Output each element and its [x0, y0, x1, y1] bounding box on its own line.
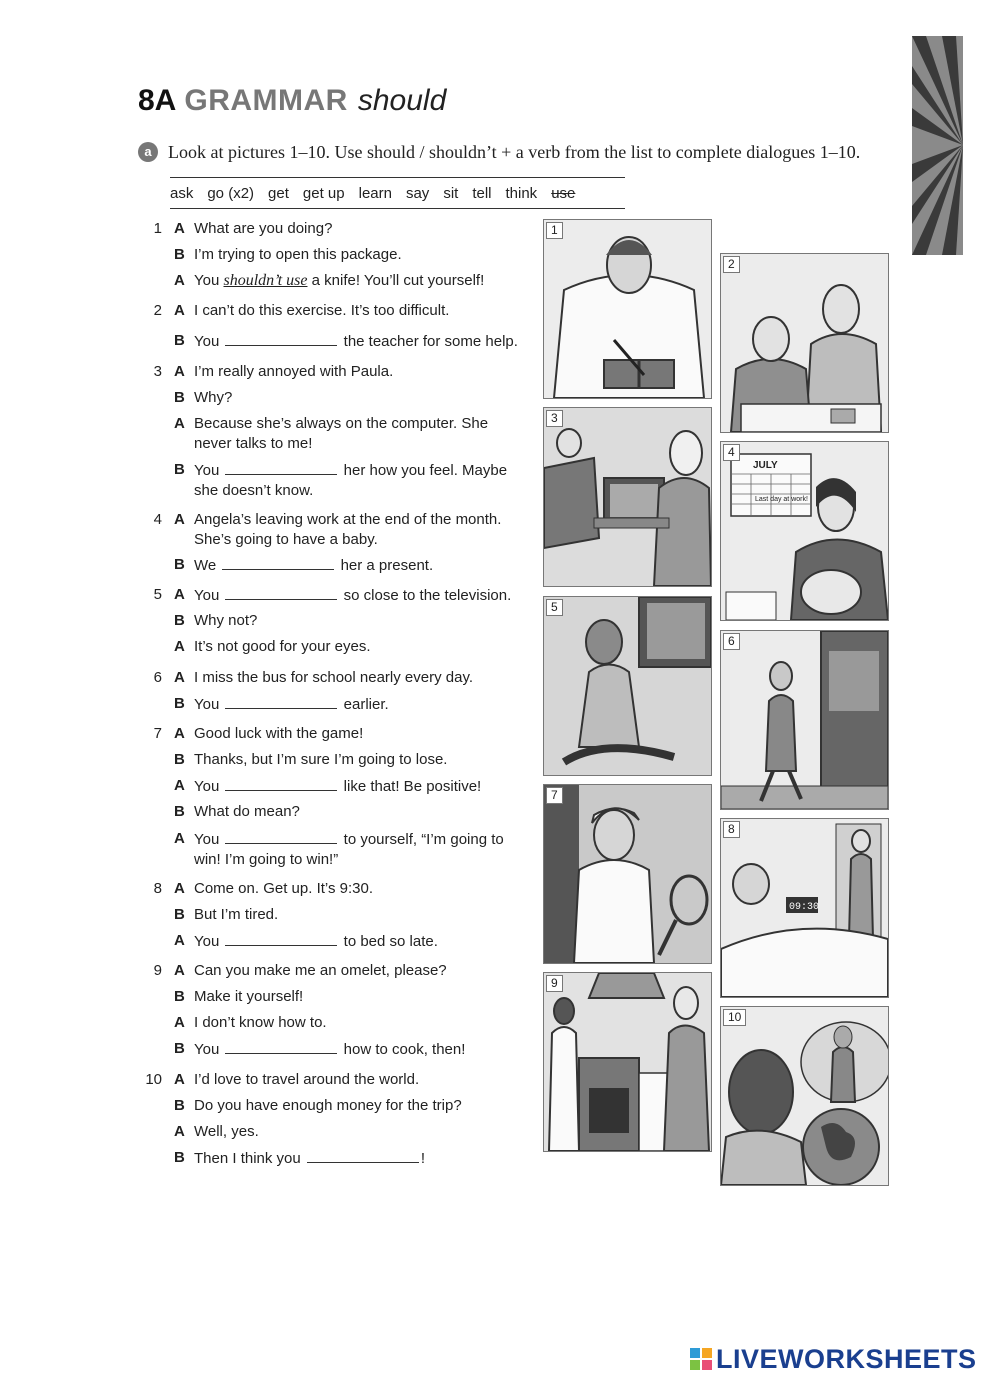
speaker: B [174, 1149, 185, 1166]
boy-homework-illustration [721, 254, 888, 432]
line-text-before: You [194, 333, 220, 350]
word-tell: tell [472, 184, 492, 202]
calendar-month: JULY [753, 460, 778, 471]
answer-blank-9[interactable] [225, 1039, 337, 1054]
speaker: A [174, 830, 185, 847]
speaker: B [174, 556, 185, 573]
speaker: B [174, 461, 185, 478]
word-get: get [268, 184, 289, 202]
answer-blank-8[interactable] [225, 931, 337, 946]
line-text-after: how to cook, then! [343, 1041, 466, 1058]
boy-in-bed-illustration [721, 819, 888, 997]
instruction-text: Look at pictures 1–10. Use should / shouldn’t + a verb from the list to complete dialogues 1–10. [168, 142, 861, 162]
speaker: A [174, 777, 185, 794]
line-text: Can you make me an omelet, please? [194, 962, 447, 979]
picture-number: 2 [723, 256, 740, 273]
dialogue-3-line-1 [138, 362, 524, 382]
dialogue-9-line-1 [138, 961, 524, 981]
dialogue-5-line-1 [138, 585, 524, 606]
calendar-note: Last day at work! [755, 496, 808, 503]
speaker: B [174, 988, 185, 1005]
speaker: A [174, 415, 185, 432]
dialogue-6-line-1 [138, 668, 524, 688]
line-text-after: the teacher for some help. [343, 333, 518, 350]
line-text-after: her a present. [340, 557, 434, 574]
dialogue-number: 9 [153, 962, 162, 979]
picture-1 [543, 219, 712, 399]
line-text-after: her how you feel. Maybe she doesn’t know. [194, 462, 508, 499]
dialogue-number: 5 [153, 586, 162, 603]
speaker: A [174, 962, 185, 979]
picture-number: 5 [546, 599, 563, 616]
picture-6 [720, 630, 889, 810]
line-text: It’s not good for your eyes. [194, 638, 371, 655]
line-text-before: You [194, 587, 220, 604]
word-use-crossed: use [551, 184, 576, 202]
word-learn: learn [358, 184, 392, 202]
line-text: I miss the bus for school nearly every day. [194, 669, 474, 686]
dialogue-number: 6 [153, 669, 162, 686]
dialogue-8-line-2 [138, 905, 524, 925]
speaker: B [174, 906, 185, 923]
exercise-badge: a [138, 142, 158, 162]
dialogue-2-line-1 [138, 301, 524, 321]
picture-4 [720, 441, 889, 621]
speaker: A [174, 638, 185, 655]
word-go: go (x2) [207, 184, 255, 202]
speaker: A [174, 932, 185, 949]
pregnant-woman-calendar-illustration [721, 442, 888, 620]
speaker: A [174, 511, 185, 528]
logo-text: LIVEWORKSHEETS [716, 1343, 977, 1374]
word-get-up: get up [302, 184, 345, 202]
page-title [138, 84, 446, 120]
example-answer: shouldn’t use [223, 272, 308, 289]
line-text: But I’m tired. [194, 906, 279, 923]
line-text: Do you have enough money for the trip? [194, 1097, 462, 1114]
dialogue-3-line-4 [138, 460, 524, 501]
dialogue-9-line-3 [138, 1013, 524, 1033]
dialogue-number: 2 [153, 302, 162, 319]
line-text: Well, yes. [194, 1123, 259, 1140]
speaker: A [174, 1123, 185, 1140]
line-text: Why? [194, 389, 233, 406]
line-text-before: You [194, 462, 220, 479]
grammar-topic: should [357, 84, 447, 117]
unit-code: 8A [138, 84, 177, 117]
sunburst-decoration-icon [912, 36, 963, 255]
speaker: B [174, 246, 185, 263]
line-text: I’d love to travel around the world. [194, 1071, 420, 1088]
answer-blank-2[interactable] [225, 331, 337, 346]
line-text: Because she’s always on the computer. She never talks to me! [194, 415, 489, 452]
picture-number: 3 [546, 410, 563, 427]
dialogue-number: 1 [153, 220, 162, 237]
line-text-before: You [194, 778, 220, 795]
word-ask: ask [170, 184, 194, 202]
line-text-before: We [194, 557, 217, 574]
line-text: Make it yourself! [194, 988, 304, 1005]
line-text: I can’t do this exercise. It’s too difficult. [194, 302, 450, 319]
picture-number: 8 [723, 821, 740, 838]
dialogue-2-line-2 [138, 331, 524, 352]
line-text-after: so close to the television. [343, 587, 512, 604]
line-text: I don’t know how to. [194, 1014, 327, 1031]
kitchen-cooking-illustration [544, 973, 711, 1151]
line-text: What are you doing? [194, 220, 333, 237]
speaker: B [174, 803, 185, 820]
word-say: say [405, 184, 430, 202]
speaker: B [174, 1097, 185, 1114]
dialogue-3-line-3 [138, 414, 524, 454]
dialogue-3-line-2 [138, 388, 524, 408]
picture-number: 1 [546, 222, 563, 239]
dialogue-number: 7 [153, 725, 162, 742]
line-text-after: to bed so late. [343, 933, 438, 950]
picture-number: 4 [723, 444, 740, 461]
picture-10 [720, 1006, 889, 1186]
line-text: What do mean? [194, 803, 300, 820]
dialogue-5-line-2 [138, 611, 524, 631]
line-text-before: Then I think you [194, 1150, 301, 1167]
liveworksheets-logo-icon [690, 1348, 712, 1370]
picture-7 [543, 784, 712, 964]
speaker: B [174, 389, 185, 406]
picture-2 [720, 253, 889, 433]
picture-9 [543, 972, 712, 1152]
speaker: B [174, 1040, 185, 1057]
girl-missing-bus-illustration [721, 631, 888, 809]
dialogue-number: 10 [145, 1071, 162, 1088]
dialogue-number: 3 [153, 363, 162, 380]
word-list-box [170, 177, 625, 209]
line-text-after: earlier. [343, 696, 389, 713]
dialogue-1-line-1 [138, 219, 524, 239]
dialogue-7-line-4 [138, 802, 524, 822]
line-text-before: You [194, 696, 220, 713]
dialogue-number: 8 [153, 880, 162, 897]
line-text-before: You [194, 831, 220, 848]
speaker: B [174, 612, 185, 629]
speaker: A [174, 1071, 185, 1088]
line-text-after: to yourself, “I’m going to win! I’m going to win!” [194, 831, 504, 868]
exercise-instruction [138, 142, 898, 163]
line-text-after: like that! Be positive! [343, 778, 482, 795]
dialogue-9-line-2 [138, 987, 524, 1007]
picture-3 [543, 407, 712, 587]
picture-5 [543, 596, 712, 776]
tennis-player-illustration [544, 785, 711, 963]
line-text-after: ! [420, 1150, 426, 1167]
line-text-before: You [194, 1041, 220, 1058]
speaker: A [174, 669, 185, 686]
line-text: Angela’s leaving work at the end of the month. She’s going to have a baby. [194, 511, 502, 548]
dialogue-10-line-4 [138, 1148, 524, 1169]
line-text: Why not? [194, 612, 258, 629]
speaker: A [174, 1014, 185, 1031]
speaker: A [174, 302, 185, 319]
section-word: GRAMMAR [184, 84, 348, 117]
speaker: A [174, 880, 185, 897]
picture-number: 9 [546, 975, 563, 992]
answer-blank-7a[interactable] [225, 776, 337, 791]
picture-8 [720, 818, 889, 998]
line-text: Good luck with the game! [194, 725, 364, 742]
alarm-clock-time: 09:30 [789, 902, 820, 913]
dialogue-10-line-3 [138, 1122, 524, 1142]
liveworksheets-logo[interactable] [690, 1344, 977, 1374]
line-text: I’m really annoyed with Paula. [194, 363, 394, 380]
dialogue-7-line-1 [138, 724, 524, 744]
speaker: B [174, 332, 185, 349]
speaker: A [174, 586, 185, 603]
dialogue-1-line-3 [138, 271, 524, 291]
answer-blank-10[interactable] [307, 1148, 419, 1163]
picture-number: 6 [723, 633, 740, 650]
boy-dreaming-travel-illustration [721, 1007, 888, 1185]
speaker: B [174, 751, 185, 768]
girl-near-television-illustration [544, 597, 711, 775]
dialogue-number: 4 [153, 511, 162, 528]
dialogue-7-line-2 [138, 750, 524, 770]
line-text: Thanks, but I’m sure I’m going to lose. [194, 751, 448, 768]
answer-blank-6[interactable] [225, 694, 337, 709]
speaker: A [174, 272, 185, 289]
line-text: I’m trying to open this package. [194, 246, 402, 263]
speaker: A [174, 220, 185, 237]
answer-blank-4[interactable] [222, 555, 334, 570]
dialogue-4-line-2 [138, 555, 524, 576]
answer-blank-5[interactable] [225, 585, 337, 600]
answer-blank-7b[interactable] [225, 829, 337, 844]
dialogue-10-line-2 [138, 1096, 524, 1116]
picture-number: 7 [546, 787, 563, 804]
dialogue-10-line-1 [138, 1070, 524, 1090]
dialogue-4-line-1 [138, 510, 524, 550]
line-text-before: You [194, 272, 220, 289]
girl-on-computer-illustration [544, 408, 711, 586]
dialogue-9-line-4 [138, 1039, 524, 1060]
dialogue-7-line-5 [138, 829, 524, 870]
dialogue-5-line-3 [138, 637, 524, 657]
dialogue-8-line-1 [138, 879, 524, 899]
word-sit: sit [443, 184, 459, 202]
dialogue-7-line-3 [138, 776, 524, 797]
line-text-after: a knife! You’ll cut yourself! [311, 272, 485, 289]
line-text-before: You [194, 933, 220, 950]
dialogue-6-line-2 [138, 694, 524, 715]
answer-blank-3[interactable] [225, 460, 337, 475]
speaker: A [174, 725, 185, 742]
speaker: A [174, 363, 185, 380]
speaker: B [174, 695, 185, 712]
dialogue-8-line-3 [138, 931, 524, 952]
line-text: Come on. Get up. It’s 9:30. [194, 880, 373, 897]
word-think: think [505, 184, 538, 202]
picture-number: 10 [723, 1009, 746, 1026]
dialogue-1-line-2 [138, 245, 524, 265]
boy-opening-package-illustration [544, 220, 711, 398]
